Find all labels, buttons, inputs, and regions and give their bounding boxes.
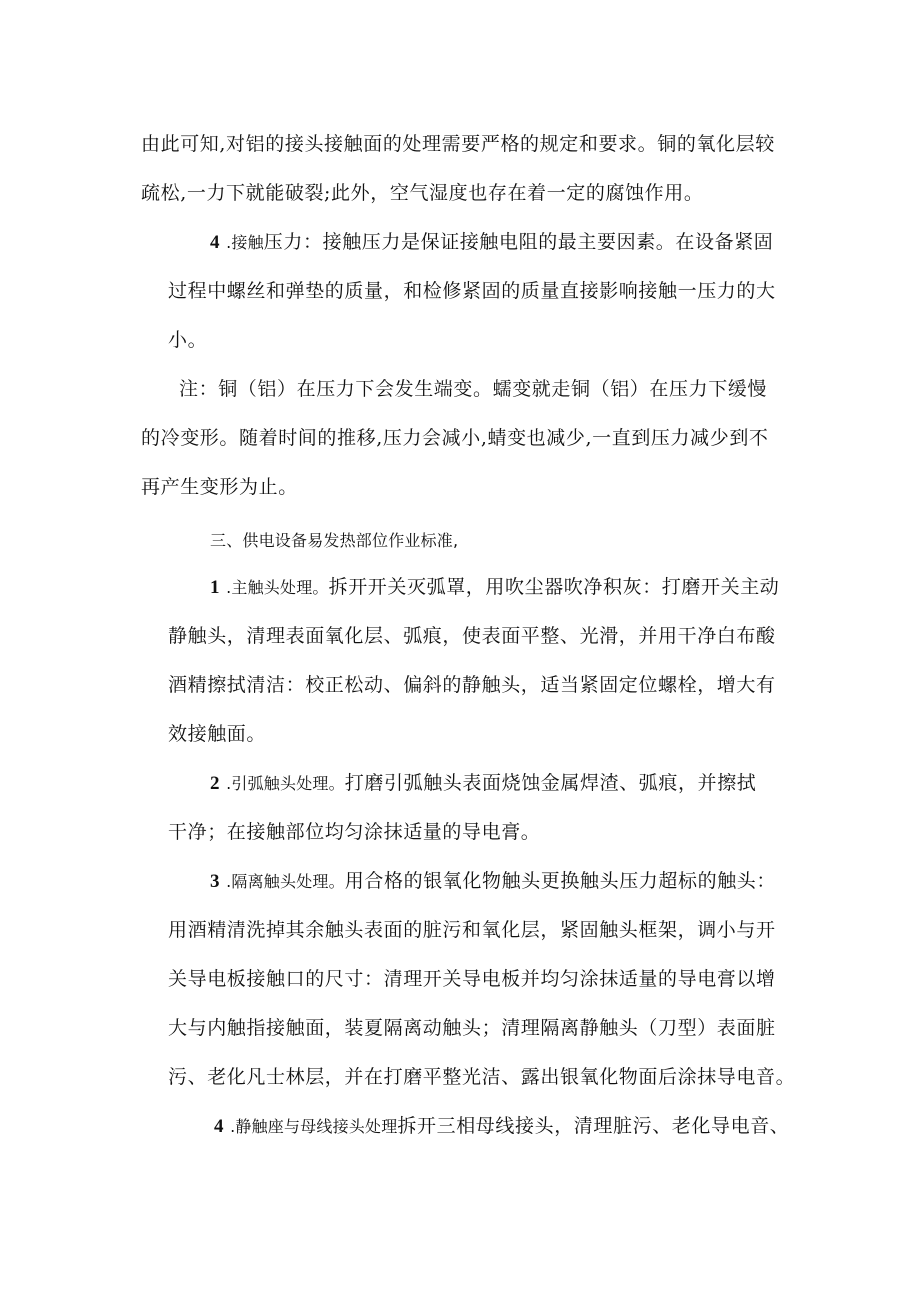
item-4-busbar-joint	[214, 1113, 789, 1140]
text-line: 用酒精清洗掉其余触头表面的脏污和氧化层，紧固触头框架，调小与开	[168, 919, 776, 941]
item-heading: .引弧触头处理。	[226, 774, 345, 793]
item-heading: .主触头处理。	[226, 578, 329, 597]
text-line: 污、老化凡士林层，并在打磨平整光洁、露出银氧化物面后涂抹导电音。	[168, 1066, 796, 1088]
item-number: 4	[210, 232, 221, 253]
item-heading: .静触座与母线接头处理	[230, 1117, 398, 1136]
item-2-arc-contact	[210, 770, 756, 797]
item-text: 拆开开关灭弧罩，用吹尘器吹净积灰：打磨开关主动	[328, 576, 780, 598]
text-line: 静触头，清理表面氧化层、弧痕，使表面平整、光滑，并用干净白布酸	[168, 625, 776, 647]
text-line: 再产生变形为止。	[141, 476, 298, 498]
text-line: 由此可知,对铝的接头接触面的处理需要严格的规定和要求。铜的氧化层较	[141, 133, 775, 155]
text-line: 疏松,一力下就能破裂;此外，空气湿度也存在着一定的腐蚀作用。	[141, 182, 704, 204]
item-text: 打磨引弧触头表面烧蚀金属焊渣、弧痕，并擦拭	[344, 772, 757, 794]
item-number: 2	[210, 773, 221, 794]
item-text: 用合格的银氧化物触头更换触头压力超标的触头：	[344, 870, 776, 892]
item-4-contact-pressure	[210, 229, 773, 256]
item-3-isolation-contact	[210, 868, 776, 895]
text-line: 大与内触指接触面，装夏隔离动触头；清理隔离静触头（刀型）表面脏	[168, 1017, 776, 1039]
text-line: 关导电板接触口的尺寸：清理开关导电板并均匀涂抹适量的导电膏以增	[168, 968, 776, 990]
section-heading: 三、供电设备易发热部位作业标准,	[210, 531, 459, 550]
text-line: 小。	[168, 329, 208, 351]
text-line: 的冷变形。随着时间的推移,压力会减小,蜻变也减少,一直到压力减少到不	[141, 427, 769, 449]
note-line: 注：铜（铝）在压力下会发生端变。蠕变就走铜（铝）在压力下缓慢	[179, 378, 768, 400]
text-line: 过程中螺丝和弹垫的质量，和检修紧固的质量直接影响接触一压力的大	[168, 280, 776, 302]
item-number: 4	[214, 1116, 225, 1137]
text-line: 干净；在接触部位均匀涂抹适量的导电膏。	[168, 821, 541, 843]
item-number: 1	[210, 577, 221, 598]
item-text: 压力：接触压力是保证接触电阻的最主要因素。在设备紧固	[263, 231, 774, 253]
item-heading: .隔离触头处理。	[226, 872, 345, 891]
text-line: 效接触面。	[168, 723, 267, 745]
item-1-main-contact	[210, 574, 779, 601]
item-heading: .接触	[226, 233, 264, 252]
text-line: 酒精擦拭清洁：校正松动、偏斜的静触头，适当紧固定位螺栓，增大有	[168, 674, 776, 696]
item-number: 3	[210, 871, 221, 892]
item-text: 拆开三相母线接头，清理脏污、老化导电音、	[397, 1115, 790, 1137]
